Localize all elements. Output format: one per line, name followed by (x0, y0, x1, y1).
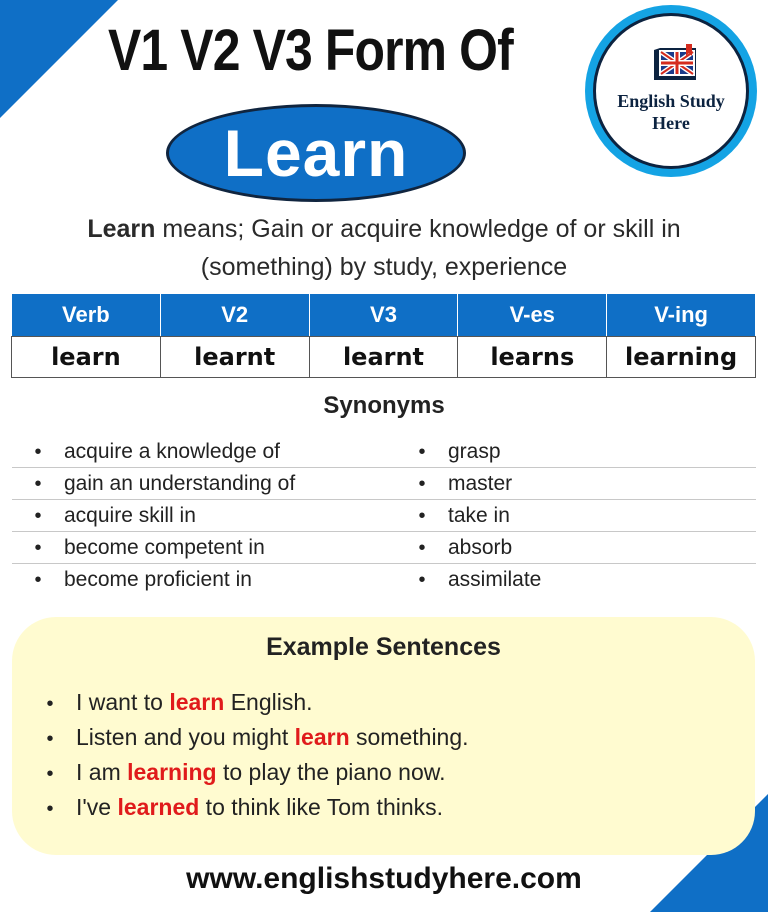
verb-forms-table (11, 293, 756, 378)
synonym-text: become competent in (64, 535, 265, 559)
bullet-icon: • (34, 568, 42, 591)
sentence-text: to think like Tom thinks. (199, 794, 444, 820)
meaning-text: means; Gain or acquire knowledge of or skill in (something) by study, experience (155, 215, 681, 281)
column-header-v-es: V-es (458, 294, 607, 337)
highlighted-verb: learned (117, 794, 200, 820)
synonym-right (396, 564, 756, 596)
sentence-text: I want to (76, 689, 170, 715)
synonym-left (12, 468, 396, 500)
bullet-icon: • (418, 568, 426, 591)
synonym-left (12, 436, 396, 468)
verb-forms-header-row (12, 294, 756, 337)
example-sentence (24, 790, 469, 825)
column-header-v2: V2 (160, 294, 309, 337)
bullet-icon: • (34, 472, 42, 495)
sentence-text: to play the piano now. (216, 759, 446, 785)
bullet-icon: • (418, 504, 426, 527)
synonym-row (12, 468, 756, 500)
synonym-text: acquire a knowledge of (64, 439, 280, 463)
example-sentences-panel (12, 617, 755, 855)
column-header-verb: Verb (12, 294, 161, 337)
examples-list (24, 685, 469, 825)
meaning-word: Learn (87, 215, 156, 243)
bullet-icon: • (418, 536, 426, 559)
synonym-text: acquire skill in (64, 503, 196, 527)
sentence-text: I am (76, 759, 128, 785)
synonym-text: absorb (448, 535, 513, 559)
synonym-right (396, 468, 756, 500)
bullet-icon: • (34, 536, 42, 559)
bullet-icon: • (418, 472, 426, 495)
bullet-icon: • (46, 693, 54, 715)
form-value-v-es: learns (458, 337, 607, 378)
sentence-text: Listen and you might (76, 724, 295, 750)
highlighted-verb: learning (127, 759, 217, 785)
bullet-icon: • (34, 504, 42, 527)
bullet-icon: • (46, 798, 54, 820)
verb-forms-value-row (12, 337, 756, 378)
example-sentence (24, 685, 469, 720)
sentence-text: something. (349, 724, 469, 750)
form-value-verb: learn (12, 337, 161, 378)
form-value-v3: learnt (309, 337, 458, 378)
logo-text-line1: English Study (617, 91, 725, 111)
site-logo[interactable] (585, 5, 757, 177)
sentence-text: I've (76, 794, 118, 820)
synonym-text: gain an understanding of (64, 471, 296, 495)
logo-text-line2: Here (652, 113, 690, 133)
example-sentence (24, 755, 469, 790)
bullet-icon: • (418, 440, 426, 463)
highlighted-verb: learn (294, 724, 350, 750)
synonym-row (12, 436, 756, 468)
form-value-v2: learnt (160, 337, 309, 378)
footer-website-link[interactable]: www.englishstudyhere.com (186, 862, 582, 895)
synonym-text: assimilate (448, 567, 542, 591)
corner-decoration-top-left (0, 0, 118, 118)
column-header-v-ing: V-ing (607, 294, 756, 337)
synonym-left (12, 564, 396, 596)
synonym-left (12, 532, 396, 564)
synonym-right (396, 500, 756, 532)
bullet-icon: • (34, 440, 42, 463)
synonym-text: take in (448, 503, 510, 527)
synonym-row (12, 564, 756, 596)
synonym-text: grasp (448, 439, 501, 463)
column-header-v3: V3 (309, 294, 458, 337)
verb-badge-label: Learn (223, 116, 409, 190)
verb-badge (166, 104, 466, 202)
examples-title: Example Sentences (266, 633, 501, 661)
synonym-right (396, 532, 756, 564)
page-title: V1 V2 V3 Form Of (108, 18, 513, 83)
verb-meaning (20, 210, 748, 286)
synonym-row (12, 500, 756, 532)
bullet-icon: • (46, 728, 54, 750)
highlighted-verb: learn (169, 689, 225, 715)
example-sentence (24, 720, 469, 755)
book-with-uk-flag-icon (650, 44, 700, 84)
sentence-text: English. (224, 689, 313, 715)
bullet-icon: • (46, 763, 54, 785)
form-value-v-ing: learning (607, 337, 756, 378)
synonym-left (12, 500, 396, 532)
logo-ring (593, 13, 749, 169)
synonyms-title: Synonyms (323, 392, 445, 419)
synonyms-table (12, 436, 756, 595)
synonym-text: become proficient in (64, 567, 252, 591)
logo-text (596, 90, 746, 134)
synonym-text: master (448, 471, 513, 495)
synonym-row (12, 532, 756, 564)
synonym-right (396, 436, 756, 468)
